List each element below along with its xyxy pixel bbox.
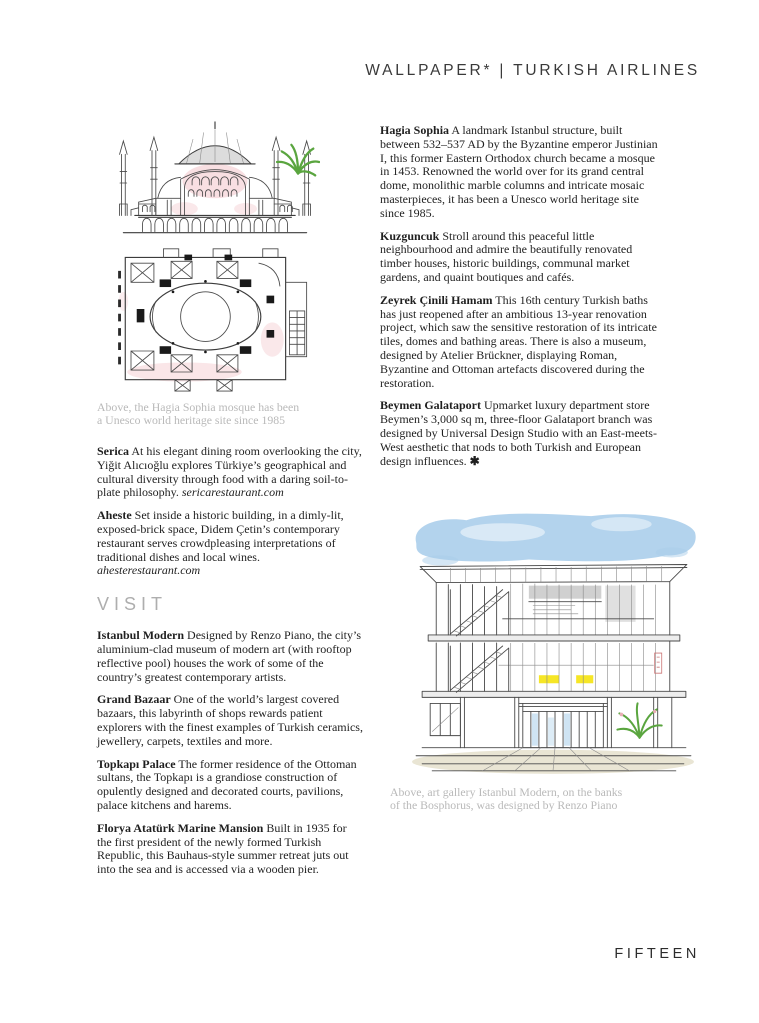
entry-title: Grand Bazaar <box>97 692 171 707</box>
building-line-drawing <box>416 565 691 771</box>
entry-text: Built in 1935 for the first president of the newly formed Turkish Republic, this Bauhaus-style summer retreat juts out into the sea and is accessed via a wooden pier. <box>97 820 349 877</box>
entry-title: Topkapı Palace <box>97 756 176 771</box>
entry-text: Upmarket luxury department store Beymen’s 3,000 sq m, three-floor Galataport branch was designed by Universal Design Studio with an East-meets-West aesthetic that nods to both Turkish and European design influences. <box>380 398 657 468</box>
hagia-sophia-caption: Above, the Hagia Sophia mosque has been a Unesco world heritage site since 1985 <box>97 400 300 427</box>
entry-zeyrek-cinili-hamam <box>380 294 665 391</box>
entry-text: Designed by Renzo Piano, the city’s aluminium-clad museum of modern art (with rooftop reflective pool) houses the work of some of the country’s greatest contemporary artists. <box>97 628 362 684</box>
entry-florya-mansion <box>97 822 363 877</box>
page-number: FIFTEEN <box>614 946 700 962</box>
entry-aheste <box>97 509 363 578</box>
entry-text: Stroll around this peaceful little neighbourhood and admire the beautifully renovated timber houses, historic buildings, communal market gardens, and quaint boutiques and cafés. <box>380 228 633 284</box>
entry-istanbul-modern <box>97 629 363 684</box>
entry-text: Set inside a historic building, in a dimly-lit, exposed-brick space, Didem Çetin’s contemporary restaurant serves crowdpleasing interpretations of traditional dishes and local wines. <box>97 508 344 564</box>
entry-title: Serica <box>97 444 129 458</box>
hagia-sophia-illustration <box>110 120 320 393</box>
entry-text: This 16th century Turkish baths has just reopened after an ambitious 13-year renovation project, which saw the sensitive restoration of its intricate tiles, domes and bathing areas. There is also a museum, designed by Atelier Brückner, displaying Roman, Byzantine and Ottoman artefacts discovered during the restoration. <box>380 292 657 390</box>
entry-grand-bazaar <box>97 693 363 748</box>
entry-title: Beymen Galataport <box>380 398 481 413</box>
entry-title: Kuzguncuk <box>380 228 440 243</box>
entry-text: The former residence of the Ottoman sultans, the Topkapı is a grandiose construction of opulently designed and decorated courts, pavilions, palace kitchens and harems. <box>97 756 357 812</box>
masthead-title: WALLPAPER* | TURKISH AIRLINES <box>365 62 700 79</box>
entry-hagia-sophia <box>380 124 665 221</box>
palm-leaves-illustration <box>277 145 319 176</box>
entry-website: ahesterestaurant.com <box>97 563 201 578</box>
entry-title: Istanbul Modern <box>97 628 185 643</box>
entry-serica <box>97 445 363 500</box>
entry-title: Zeyrek Çinili Hamam <box>380 292 493 307</box>
end-star-icon: ✱ <box>469 453 480 468</box>
visit-section-heading: VISIT <box>97 594 168 615</box>
entry-title: Hagia Sophia <box>380 123 450 137</box>
entry-kuzguncuk <box>380 230 665 285</box>
entry-text: One of the world’s largest covered bazaars, this labyrinth of shops rewards patient explorers with the finest examples of Turkish ceramics, jewellery, carpets, textiles and more. <box>97 692 363 748</box>
entry-beymen-galataport <box>380 399 665 468</box>
entry-website: sericarestaurant.com <box>181 485 284 500</box>
left-column <box>97 120 363 886</box>
mosque-floor-plan-drawing <box>119 249 307 391</box>
right-column <box>380 124 665 830</box>
istanbul-modern-illustration <box>402 506 704 778</box>
entry-title: Florya Atatürk Marine Mansion <box>97 820 264 835</box>
istanbul-modern-caption: Above, art gallery Istanbul Modern, on the banks of the Bosphorus, was designed by Renzo Piano <box>390 785 623 813</box>
entry-text: A landmark Istanbul structure, built between 532–537 AD by the Byzantine emperor Justinian I, this former Eastern Orthodox church became a mosque in 1453. Renowned the world over for its grand central dome, monolithic marble columns and intricate mosaic masterpieces, it has been a Unesco world heritage site since 1985. <box>380 123 658 220</box>
sky-watercolor-wash <box>416 514 696 566</box>
plant-illustration <box>617 704 661 738</box>
entry-topkapi-palace <box>97 758 363 813</box>
entry-title: Aheste <box>97 508 132 523</box>
entry-text: At his elegant dining room overlooking the city, Yiğit Alıcıoğlu explores Türkiye’s geographical and cultural diversity through food with a daring soil-to-plate philosophy. <box>97 444 362 500</box>
